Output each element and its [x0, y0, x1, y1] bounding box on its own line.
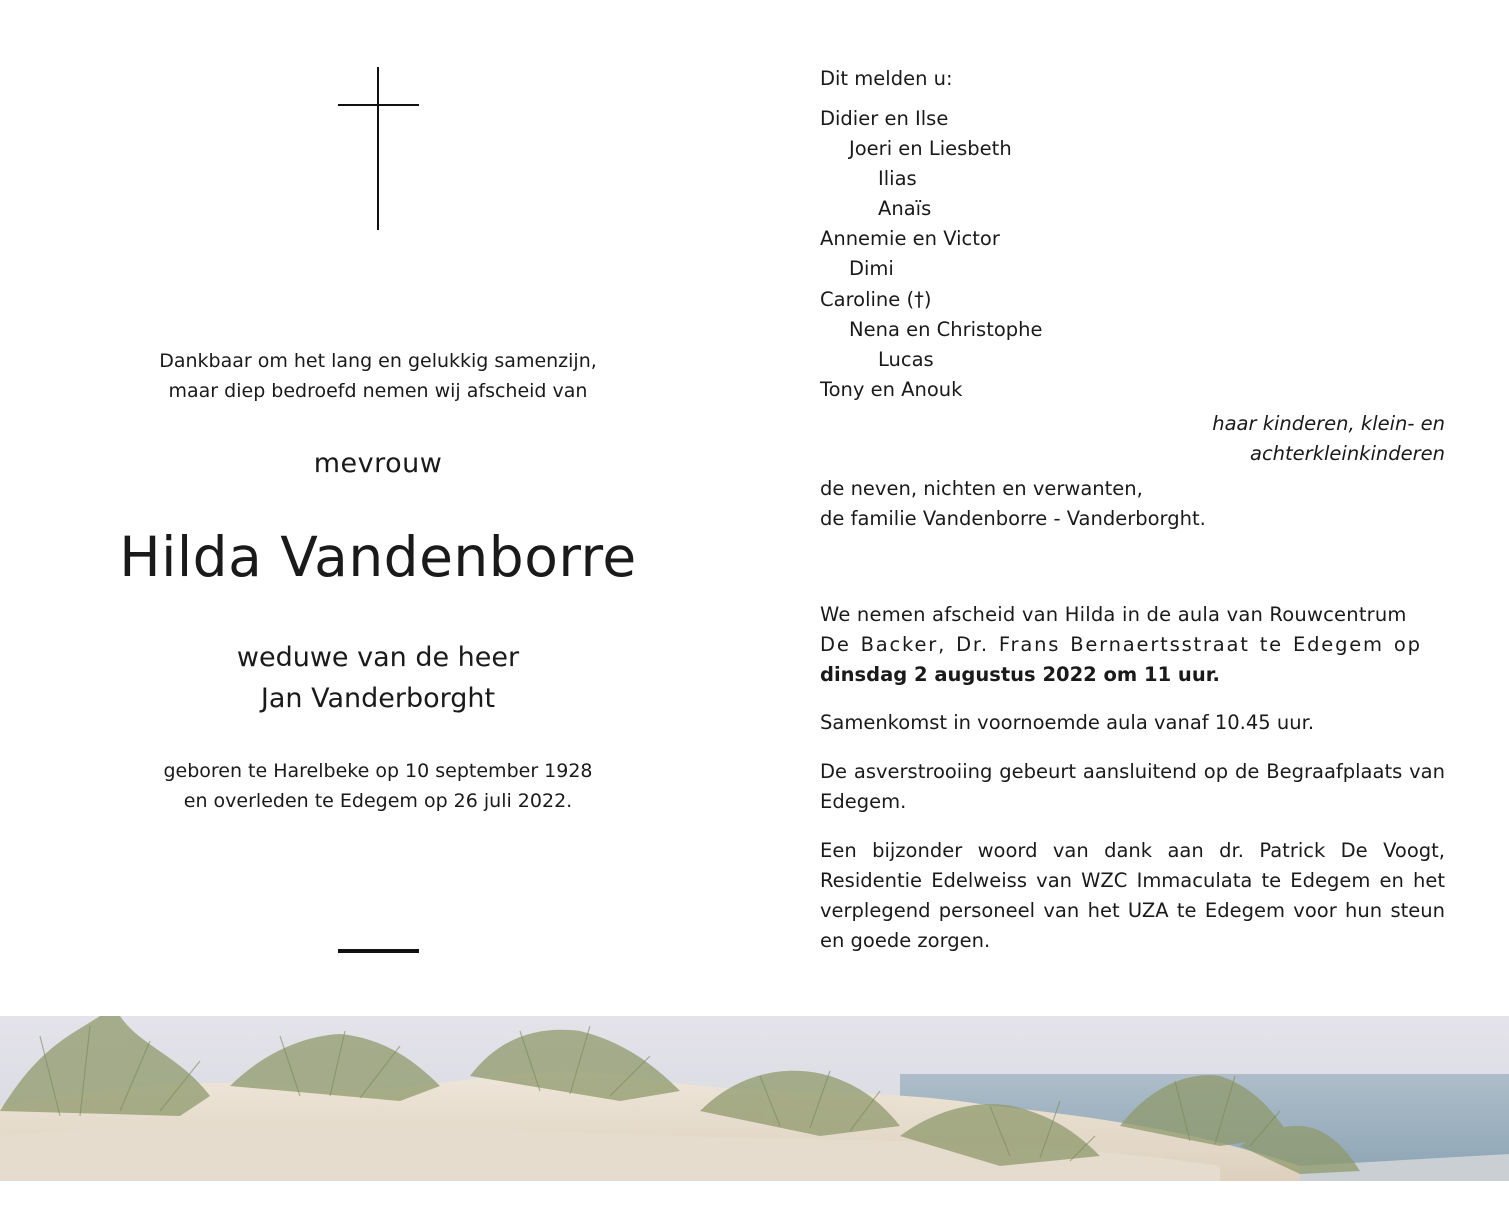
family-member: Nena en Christophe — [849, 317, 1043, 341]
family-member: Ilias — [878, 167, 917, 191]
announce-heading: Dit melden u: — [820, 67, 953, 90]
relatives-line-2: de familie Vandenborre - Vanderborght. — [820, 507, 1206, 530]
life-dates — [78, 756, 678, 816]
relatives-text — [820, 474, 1460, 534]
family-member: Annemie en Victor — [820, 227, 1000, 251]
left-panel — [0, 0, 757, 1000]
family-list — [820, 104, 1460, 405]
family-member: Tony en Anouk — [820, 377, 963, 401]
widow-text — [78, 637, 678, 719]
family-member: Didier en Ilse — [820, 107, 949, 130]
intro-line-1: Dankbaar om het lang en gelukkig samenzijn, — [159, 350, 597, 372]
cross-icon — [377, 67, 379, 230]
ceremony-date: dinsdag 2 augustus 2022 om 11 uur. — [820, 663, 1220, 686]
divider-line — [338, 949, 419, 953]
relation-line-2: achterkleinkinderen — [1250, 442, 1445, 465]
gathering-paragraph: Samenkomst in voornoemde aula vanaf 10.45 uur. — [820, 711, 1315, 734]
dunes-illustration — [0, 1016, 1509, 1181]
family-member: Anaïs — [878, 197, 932, 221]
title-prefix: mevrouw — [313, 448, 443, 479]
ceremony-paragraph — [820, 600, 1445, 690]
ceremony-line-2: De Backer, Dr. Frans Bernaertsstraat te Edegem op — [820, 633, 1422, 656]
dunes-banner-image — [0, 1016, 1509, 1181]
intro-line-2: maar diep bedroefd nemen wij afscheid van — [168, 380, 588, 402]
family-member: Lucas — [878, 347, 934, 371]
born-line: geboren te Harelbeke op 10 september 1928 — [163, 760, 593, 782]
family-member: Joeri en Liesbeth — [849, 137, 1012, 161]
widow-line-1: weduwe van de heer — [236, 642, 520, 673]
relation-line-1: haar kinderen, klein- en — [1212, 412, 1445, 435]
relation-text — [1005, 409, 1445, 469]
ceremony-line-1: We nemen afscheid van Hilda in de aula van Rouwcentrum — [820, 603, 1407, 626]
relatives-line-1: de neven, nichten en verwanten, — [820, 477, 1143, 500]
family-member: Dimi — [849, 257, 894, 281]
deceased-name: Hilda Vandenborre — [119, 525, 637, 589]
scattering-paragraph: De asverstrooiing gebeurt aansluitend op de Begraafplaats van Edegem. — [820, 760, 1445, 813]
widow-line-2: Jan Vanderborght — [260, 683, 496, 714]
cross-icon-bar — [338, 104, 419, 106]
thanks-paragraph: Een bijzonder woord van dank aan dr. Patrick De Voogt, Residentie Edelweiss van WZC Immaculata te Edegem en het verplegend personeel van het UZA te Edegem voor hun steun en goede zorgen. — [820, 839, 1445, 952]
died-line: en overleden te Edegem op 26 juli 2022. — [183, 790, 573, 812]
intro-text — [78, 346, 678, 406]
family-member: Caroline (†) — [820, 287, 932, 311]
